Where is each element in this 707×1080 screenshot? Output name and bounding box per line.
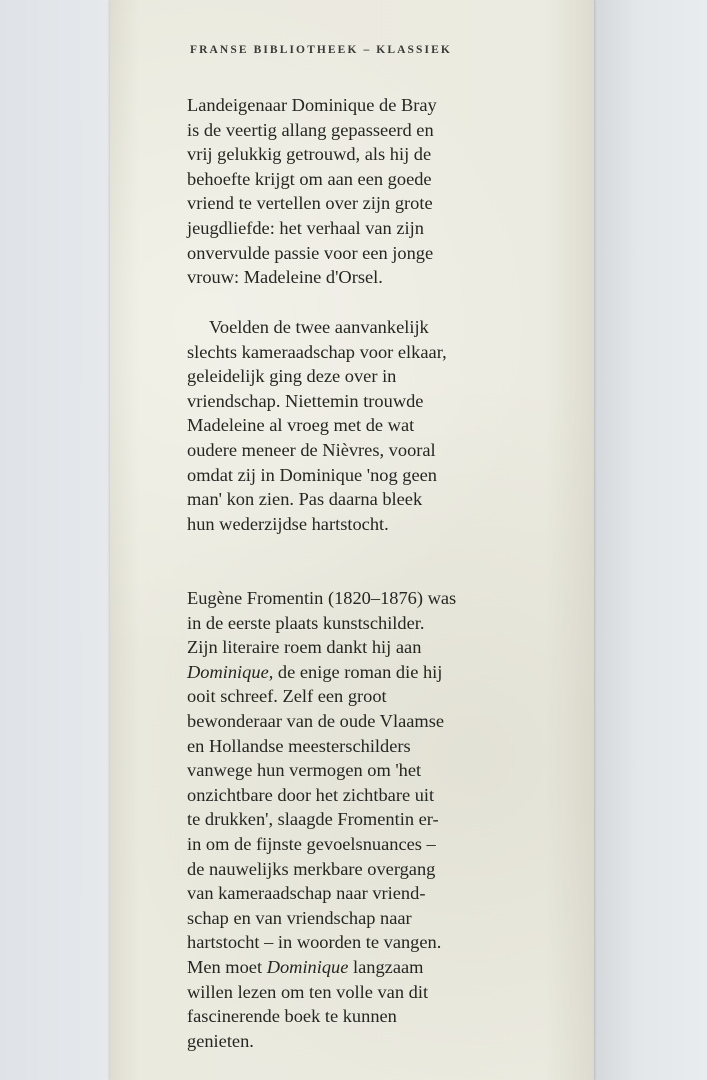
text-line: is de veertig allang gepasseerd en [187, 119, 434, 140]
text-line: van kameraadschap naar vriend- [187, 883, 426, 904]
text-line: oudere meneer de Nièvres, vooral [187, 439, 436, 460]
text-line: willen lezen om ten volle van dit [187, 981, 429, 1002]
text-line: de nauwelijks merkbare overgang [187, 858, 436, 879]
book-title-italic: Dominique [187, 661, 269, 682]
book-title-italic: Dominique [266, 956, 349, 977]
text-line: genieten. [187, 1030, 254, 1051]
text-line: fascinerende boek te kunnen [187, 1006, 397, 1027]
text-line: in de eerste plaats kunstschilder. [187, 612, 425, 633]
text-line: hun wederzijdse hartstocht. [187, 513, 389, 534]
text-line: Voelden de twee aanvankelijk [209, 317, 429, 337]
text-line: jeugdliefde: het verhaal van zijn [187, 217, 424, 238]
text-line: geleidelijk ging deze over in [187, 366, 397, 387]
text-line: behoefte krijgt om aan een goede [187, 168, 432, 189]
text-fragment: , de enige roman die hij [268, 661, 443, 682]
text-line: Landeigenaar Dominique de Bray [187, 95, 437, 115]
text-line: vrouw: Madeleine d'Orsel. [187, 267, 383, 288]
text-line: Eugène Fromentin (1820–1876) was [187, 588, 457, 608]
text-line: bewonderaar van de oude Vlaamse [187, 710, 445, 731]
text-line: in om de fijnste gevoelsnuances – [187, 833, 436, 854]
text-line [187, 955, 456, 980]
text-line: Zijn literaire roem dankt hij aan [187, 637, 422, 658]
text-line: Madeleine al vroeg met de wat [187, 415, 415, 436]
text-line: slechts kameraadschap voor elkaar, [187, 341, 447, 362]
book-flap [110, 0, 594, 1080]
text-line: schap en van vriendschap naar [187, 907, 412, 928]
text-line: man' kon zien. Pas daarna bleek [187, 489, 423, 510]
text-line: te drukken', slaagde Fromentin er- [187, 809, 439, 830]
background-left [0, 0, 112, 1080]
text-line: hartstocht – in woorden te vangen. [187, 932, 442, 953]
text-line: ooit schreef. Zelf een groot [187, 686, 387, 707]
text-fragment: langzaam [348, 956, 424, 977]
series-heading: FRANSE BIBLIOTHEEK – KLASSIEK [190, 44, 452, 56]
text-line: omdat zij in Dominique 'nog geen [187, 464, 438, 485]
background-right [594, 0, 707, 1080]
text-line: en Hollandse meesterschilders [187, 735, 411, 756]
text-line: vriendschap. Niettemin trouwde [187, 390, 424, 411]
text-line: vrij gelukkig getrouwd, als hij de [187, 144, 432, 165]
paragraph-summary [187, 93, 437, 290]
text-line: vanwege hun vermogen om 'het [187, 760, 422, 781]
text-line [187, 660, 456, 685]
text-line: vriend te vertellen over zijn grote [187, 193, 433, 214]
text-fragment: Men moet [187, 956, 267, 977]
paragraph-author [187, 586, 456, 1053]
text-line: onvervulde passie voor een jonge [187, 242, 434, 263]
paragraph-plot [187, 315, 447, 536]
text-line: onzichtbare door het zichtbare uit [187, 784, 435, 805]
